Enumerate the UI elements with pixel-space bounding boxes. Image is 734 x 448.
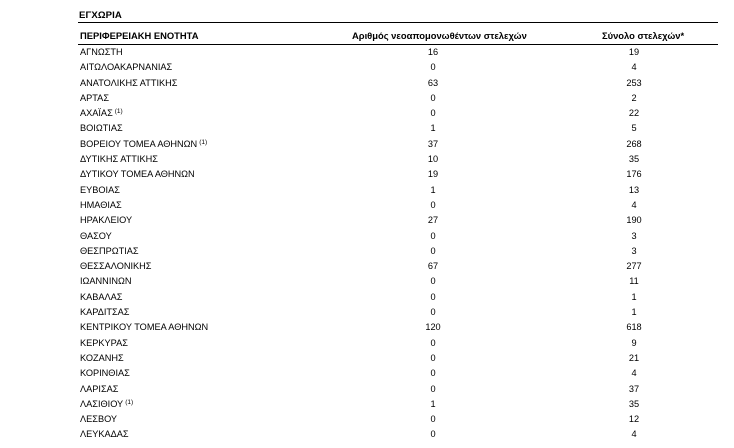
total-isolates-cell: 190 (626, 215, 642, 226)
total-isolates-cell: 618 (626, 322, 642, 333)
new-isolates-cell: 63 (427, 77, 439, 88)
table-row (78, 244, 718, 259)
table-row (78, 305, 718, 320)
new-isolates-cell: 1 (430, 184, 436, 195)
region-cell (80, 62, 172, 72)
region-cell (80, 139, 207, 149)
table-row (78, 213, 718, 228)
table-row (78, 91, 718, 106)
region-cell (80, 231, 112, 241)
table-row (78, 320, 718, 335)
table-row (78, 198, 718, 213)
total-isolates-cell: 9 (631, 337, 637, 348)
region-cell (80, 47, 123, 57)
new-isolates-cell: 120 (425, 322, 441, 333)
table-row (78, 274, 718, 289)
total-isolates-cell: 19 (628, 47, 640, 57)
region-cell (80, 429, 129, 439)
total-isolates-cell: 1 (631, 291, 637, 302)
new-isolates-cell: 0 (430, 108, 436, 119)
section-title: ΕΓΧΩΡΙΑ (79, 10, 122, 21)
new-isolates-cell: 0 (430, 414, 436, 425)
region-name: ΑΡΤΑΣ (80, 92, 109, 103)
region-cell (80, 261, 151, 271)
region-name: ΒΟΙΩΤΙΑΣ (80, 123, 123, 134)
total-isolates-cell: 37 (628, 383, 640, 394)
region-name: ΑΧΑΪΑΣ (80, 108, 113, 119)
region-name: ΚΟΡΙΝΘΙΑΣ (80, 368, 130, 379)
table-row (78, 336, 718, 351)
region-cell (80, 307, 130, 317)
region-cell (80, 353, 124, 363)
table-row (78, 290, 718, 305)
region-name: ΕΥΒΟΙΑΣ (80, 184, 120, 195)
top-rule (78, 22, 718, 23)
table-row (78, 76, 718, 91)
table-row (78, 167, 718, 182)
new-isolates-cell: 37 (427, 138, 439, 149)
region-cell (80, 108, 123, 118)
table-row (78, 60, 718, 75)
new-isolates-cell: 19 (427, 169, 439, 180)
table-row (78, 183, 718, 198)
table-header (78, 30, 718, 44)
total-isolates-cell: 5 (631, 123, 637, 134)
new-isolates-cell: 0 (430, 337, 436, 348)
region-name: ΚΑΡΔΙΤΣΑΣ (80, 307, 130, 318)
table-row (78, 229, 718, 244)
new-isolates-cell: 0 (430, 352, 436, 363)
table-row (78, 259, 718, 274)
region-cell (80, 368, 130, 378)
total-isolates-cell: 4 (631, 62, 637, 73)
total-isolates-cell: 4 (631, 368, 637, 379)
new-isolates-cell: 10 (427, 154, 439, 165)
total-isolates-cell: 268 (626, 138, 642, 149)
total-isolates-cell: 21 (628, 352, 640, 363)
region-name: ΑΓΝΩΣΤΗ (80, 47, 123, 57)
table-row (78, 121, 718, 136)
region-cell (80, 322, 208, 332)
total-isolates-cell: 3 (631, 245, 637, 256)
region-name: ΚΕΡΚΥΡΑΣ (80, 337, 128, 348)
table-row (78, 397, 718, 412)
region-cell (80, 215, 132, 225)
total-isolates-cell: 277 (626, 261, 642, 272)
new-isolates-cell: 0 (430, 429, 436, 440)
header-new-isolates: Αριθμός νεοαπομονωθέντων στελεχών (352, 30, 527, 41)
new-isolates-cell: 0 (430, 92, 436, 103)
new-isolates-cell: 0 (430, 199, 436, 210)
region-name: ΔΥΤΙΚΗΣ ΑΤΤΙΚΗΣ (80, 154, 158, 165)
footnote-marker: (1) (199, 138, 208, 146)
total-isolates-cell: 3 (631, 230, 637, 241)
region-cell (80, 93, 109, 103)
region-name: ΒΟΡΕΙΟΥ ΤΟΜΕΑ ΑΘΗΝΩΝ (80, 138, 198, 149)
region-name: ΑΙΤΩΛΟΑΚΑΡΝΑΝΙΑΣ (80, 62, 173, 73)
new-isolates-cell: 0 (430, 368, 436, 379)
table-row (78, 137, 718, 152)
new-isolates-cell: 0 (430, 230, 436, 241)
total-isolates-cell: 176 (626, 169, 642, 180)
region-name: ΚΕΝΤΡΙΚΟΥ ΤΟΜΕΑ ΑΘΗΝΩΝ (80, 322, 209, 333)
table-row (78, 106, 718, 121)
new-isolates-cell: 0 (430, 307, 436, 318)
region-name: ΗΜΑΘΙΑΣ (80, 199, 122, 210)
region-cell (80, 384, 118, 394)
table-row (78, 366, 718, 381)
table-row (78, 152, 718, 167)
table-body (78, 45, 718, 443)
new-isolates-cell: 27 (427, 215, 439, 226)
region-cell (80, 169, 195, 179)
new-isolates-cell: 1 (430, 398, 436, 409)
region-name: ΔΥΤΙΚΟΥ ΤΟΜΕΑ ΑΘΗΝΩΝ (80, 169, 195, 180)
region-name: ΚΟΖΑΝΗΣ (80, 352, 124, 363)
table-row (78, 351, 718, 366)
region-cell (80, 399, 133, 409)
new-isolates-cell: 0 (430, 276, 436, 287)
region-cell (80, 276, 132, 286)
region-name: ΚΑΒΑΛΑΣ (80, 291, 123, 302)
total-isolates-cell: 2 (631, 92, 637, 103)
region-cell (80, 185, 120, 195)
new-isolates-cell: 1 (430, 123, 436, 134)
new-isolates-cell: 0 (430, 291, 436, 302)
total-isolates-cell: 4 (631, 199, 637, 210)
footnote-marker: (1) (114, 108, 123, 116)
new-isolates-cell: 0 (430, 62, 436, 73)
region-cell (80, 154, 158, 164)
total-isolates-cell: 11 (629, 276, 639, 287)
header-total-isolates: Σύνολο στελεχών* (602, 30, 685, 41)
total-isolates-cell: 22 (628, 108, 640, 119)
region-name: ΗΡΑΚΛΕΙΟΥ (80, 215, 133, 226)
table-row (78, 427, 718, 442)
new-isolates-cell: 0 (430, 383, 436, 394)
region-cell (80, 78, 177, 88)
total-isolates-cell: 253 (626, 77, 642, 88)
footnote-marker: (1) (125, 398, 134, 406)
new-isolates-cell: 16 (427, 47, 439, 57)
region-cell (80, 292, 122, 302)
region-name: ΛΕΥΚΑΔΑΣ (80, 429, 129, 440)
region-name: ΛΑΣΙΘΙΟΥ (80, 398, 124, 409)
table-row (78, 45, 718, 60)
table-row (78, 412, 718, 427)
region-cell (80, 338, 128, 348)
new-isolates-cell: 0 (430, 245, 436, 256)
region-name: ΛΕΣΒΟΥ (80, 414, 118, 425)
total-isolates-cell: 1 (631, 307, 637, 318)
new-isolates-cell: 67 (427, 261, 439, 272)
region-name: ΘΕΣΠΡΩΤΙΑΣ (80, 245, 139, 256)
region-cell (80, 414, 117, 424)
region-name: ΑΝΑΤΟΛΙΚΗΣ ΑΤΤΙΚΗΣ (80, 77, 178, 88)
region-name: ΘΑΣΟΥ (80, 230, 112, 241)
region-name: ΛΑΡΙΣΑΣ (80, 383, 119, 394)
region-name: ΘΕΣΣΑΛΟΝΙΚΗΣ (80, 261, 152, 272)
total-isolates-cell: 4 (631, 429, 637, 440)
table-row (78, 382, 718, 397)
header-region: ΠΕΡΙΦΕΡΕΙΑΚΗ ΕΝΟΤΗΤΑ (80, 30, 199, 41)
total-isolates-cell: 35 (628, 154, 640, 165)
total-isolates-cell: 13 (628, 184, 640, 195)
region-cell (80, 246, 139, 256)
total-isolates-cell: 35 (628, 398, 640, 409)
region-cell (80, 200, 122, 210)
total-isolates-cell: 12 (628, 414, 640, 425)
region-cell (80, 123, 123, 133)
region-name: ΙΩΑΝΝΙΝΩΝ (80, 276, 132, 287)
